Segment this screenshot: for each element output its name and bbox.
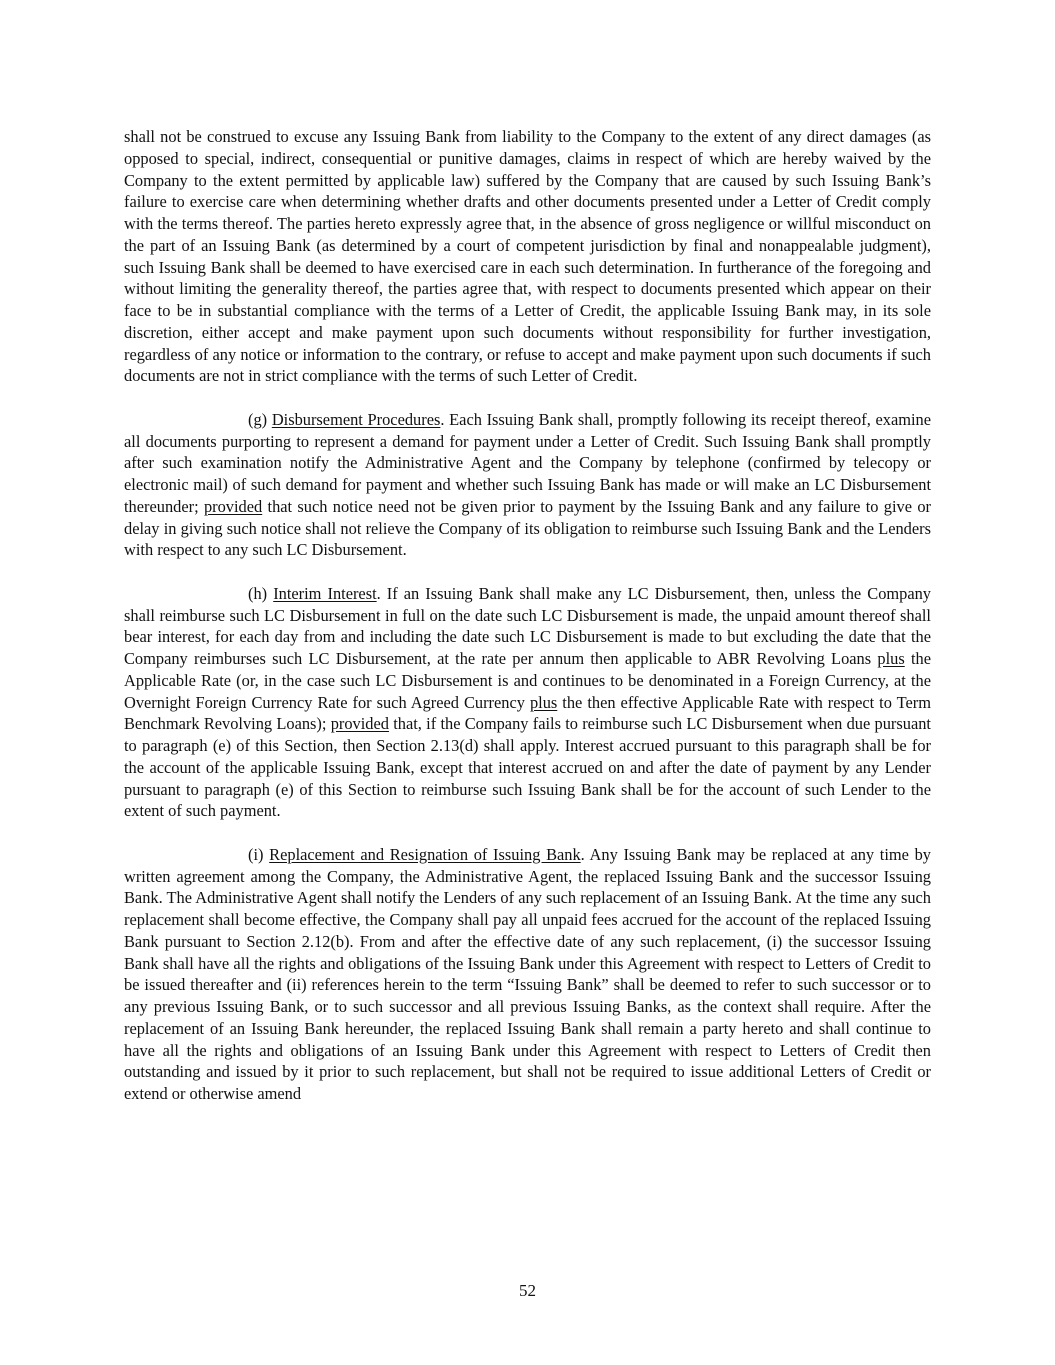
defined-term-plus: plus [877,649,905,668]
paragraph-h-text-3: the then effective Applicable Rate with respect to Term Benchmark Revolving Loans); [124,692,931,734]
defined-term-provided: provided [330,714,389,734]
paragraph-continuation [124,126,931,387]
paragraph-h-text-4: that, if the Company fails to reimburse such LC Disbursement when due pursuant to paragraph (e) of this Section, then Section 2.13(d) shall apply. Interest accrued pursuant to this paragraph shall be for the account of the applicable Issuing Bank, except that interest accrued on and after the date of payment by any Lender pursuant to paragraph (e) of this Section to reimburse such Issuing Bank shall be for the account of such Lender to the extent of such payment. [124,714,931,821]
paragraph-h-interim-interest [124,583,931,822]
paragraph-g-disbursement-procedures [124,409,931,561]
section-heading-g: Disbursement Procedures [271,409,441,429]
defined-term-provided: provided [203,496,263,516]
page-number: 52 [519,1281,536,1300]
section-marker-h: (h) [248,583,268,603]
paragraph-g-text-1: . Each Issuing Bank shall, promptly following its receipt thereof, examine all documents purporting to represent a demand for payment under a Letter of Credit. Such Issuing Bank shall promptly after such examination notify the Administrative Agent and the Company by telephone (confirmed by telecopy or electronic mail) of such demand for payment and whether such Issuing Bank has made or will make an LC Disbursement thereunder; [124,409,931,516]
section-marker-g: (g) [248,409,268,429]
paragraph-continuation-text: shall not be construed to excuse any Issuing Bank from liability to the Company to the extent of any direct damages (as opposed to special, indirect, consequential or punitive damages, claims in respect of which are hereby waived by the Company to the extent permitted by applicable law) suffered by the Company that are caused by such Issuing Bank’s failure to exercise care when determining whether drafts and other documents presented under a Letter of Credit comply with the terms thereof. The parties hereto expressly agree that, in the absence of gross negligence or willful misconduct on the part of an Issuing Bank (as determined by a court of competent jurisdiction by final and nonappealable judgment), such Issuing Bank shall be deemed to have exercised care in each such determination. In furtherance of the foregoing and without limiting the generality thereof, the parties agree that, with respect to documents presented which appear on their face to be in substantial compliance with the terms of a Letter of Credit, the applicable Issuing Bank may, in its sole discretion, either accept and make payment upon such documents without responsibility for further investigation, regardless of any notice or information to the contrary, or refuse to accept and make payment upon such documents if such documents are not in strict compliance with the terms of such Letter of Credit. [124,127,931,386]
paragraph-h-text-1: . If an Issuing Bank shall make any LC Disbursement, then, unless the Company shall reimburse such LC Disbursement in full on the date such LC Disbursement is made, the unpaid amount thereof shall bear interest, for each day from and including the date such LC Disbursement is made to but excluding the date that the Company reimburses such LC Disbursement, at the rate per annum then applicable to ABR Revolving Loans [124,583,931,668]
section-heading-h: Interim Interest [273,583,377,603]
defined-term-plus: plus [529,692,558,712]
section-marker-i: (i) [248,844,264,864]
paragraph-g-text-2: that such notice need not be given prior to payment by the Issuing Bank and any failure to give or delay in giving such notice shall not relieve the Company of its obligation to reimburse such Issuing Bank and the Lenders with respect to any such LC Disbursement. [124,496,931,560]
paragraph-i-text-1: . Any Issuing Bank may be replaced at any time by written agreement among the Company, the Administrative Agent, the replaced Issuing Bank and the successor Issuing Bank. The Administrative Agent shall notify the Lenders of any such replacement of an Issuing Bank. At the time any such replacement shall become effective, the Company shall pay all unpaid fees accrued for the account of the replaced Issuing Bank pursuant to Section 2.12(b). From and after the effective date of any such replacement, (i) the successor Issuing Bank shall have all the rights and obligations of the Issuing Bank under this Agreement with respect to Letters of Credit to be issued thereafter and (ii) references herein to the term “Issuing Bank” shall be deemed to refer to such successor or to any previous Issuing Bank, or to such successor and all previous Issuing Banks, as the context shall require. After the replacement of an Issuing Bank hereunder, the replaced Issuing Bank shall remain a party hereto and shall continue to have all the rights and obligations of an Issuing Bank under this Agreement with respect to Letters of Credit then outstanding and issued by it prior to such replacement, but shall not be required to issue additional Letters of Credit or extend or otherwise amend [124,844,931,1103]
section-heading-i: Replacement and Resignation of Issuing Bank [269,844,581,864]
paragraph-h-text-2: the Applicable Rate (or, in the case such LC Disbursement is and continues to be denominated in a Foreign Currency, at the Overnight Foreign Currency Rate for such Agreed Currency [124,649,932,712]
page-body [124,126,931,1127]
paragraph-i-replacement-resignation [124,844,931,1105]
